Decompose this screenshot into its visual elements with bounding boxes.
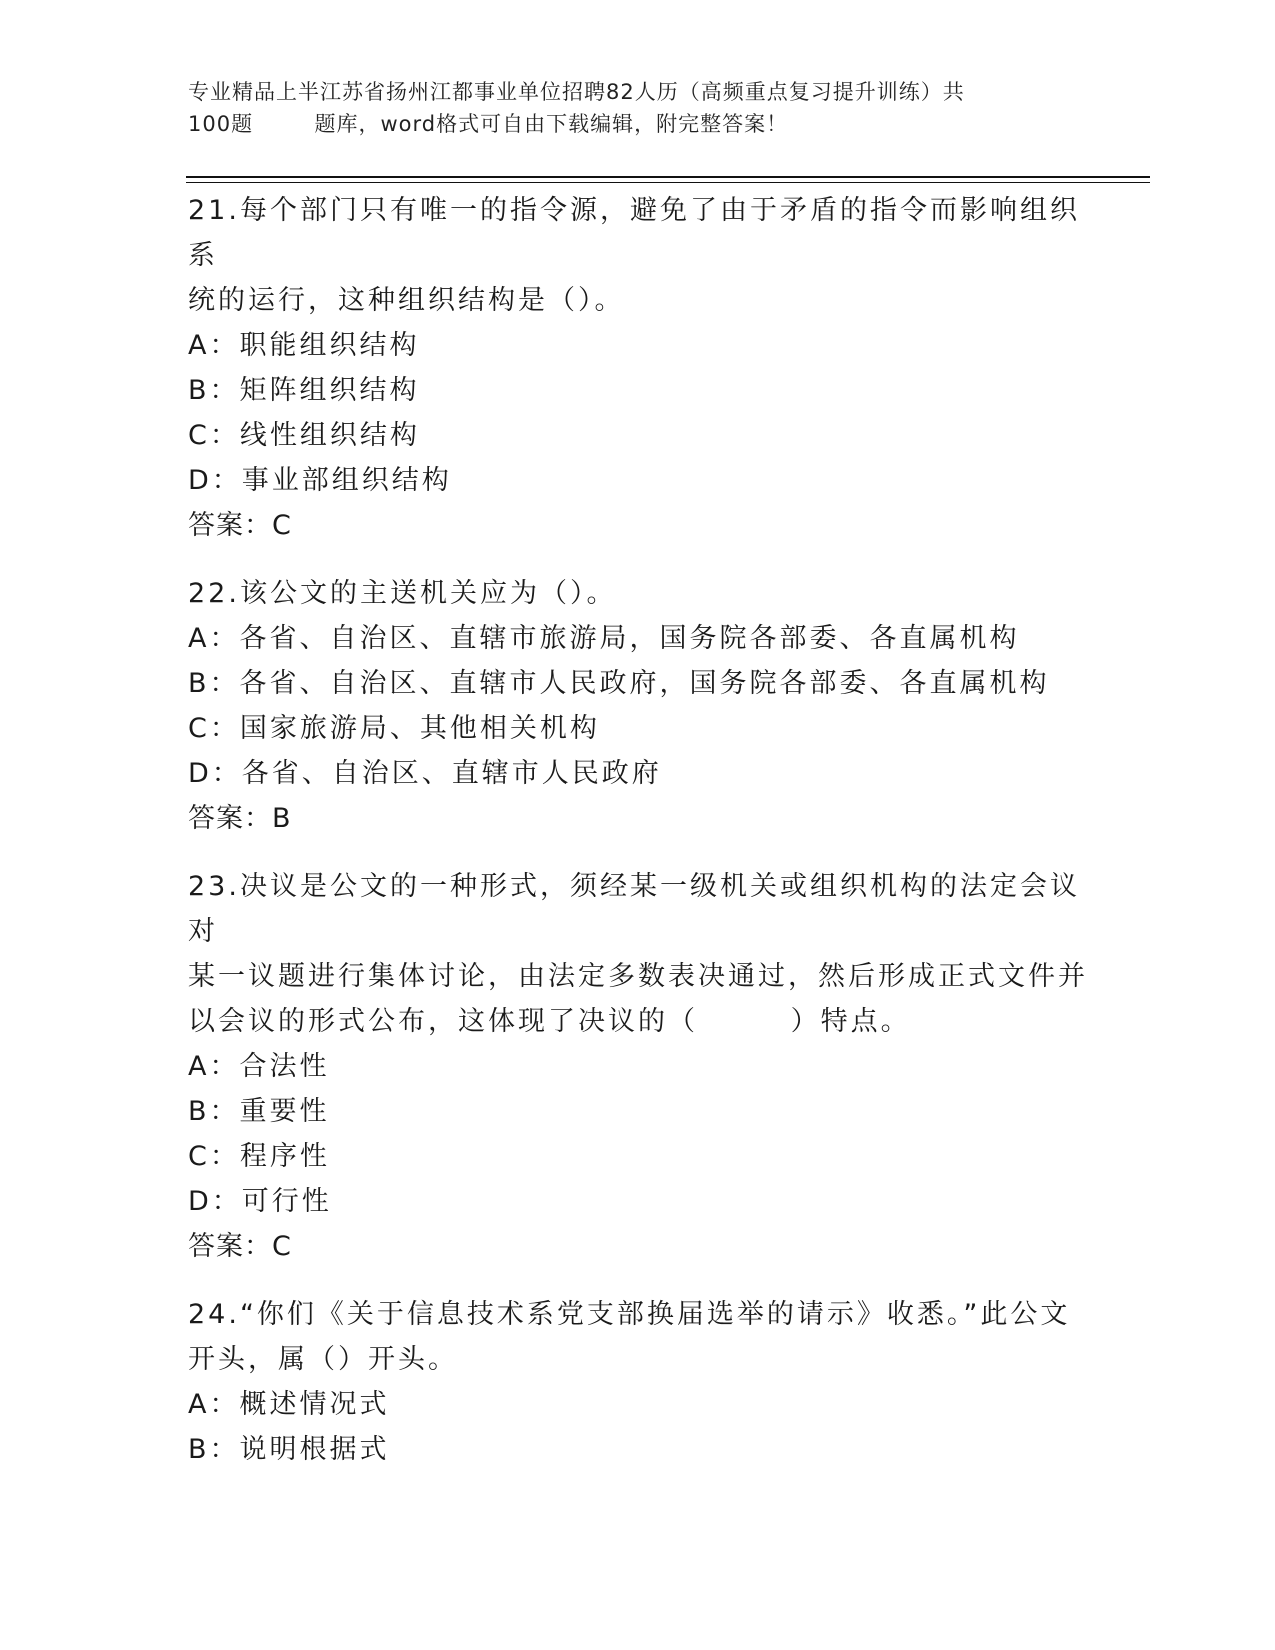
option-d: D：可行性 <box>188 1186 332 1217</box>
answer-line: 答案：B <box>188 803 292 834</box>
option-c: C：线性组织结构 <box>188 420 420 451</box>
header-divider-thin <box>186 182 1150 183</box>
question-list <box>188 188 1088 1495</box>
document-header <box>188 76 1068 140</box>
answer-line: 答案：C <box>188 1231 292 1262</box>
option-a: A：合法性 <box>188 1051 330 1082</box>
header-divider-thick <box>186 176 1150 178</box>
option-d: D：事业部组织结构 <box>188 465 452 496</box>
option-c: C：国家旅游局、其他相关机构 <box>188 713 600 744</box>
option-c: C：程序性 <box>188 1141 330 1172</box>
question-stem-line: 21.每个部门只有唯一的指令源，避免了由于矛盾的指令而影响组织系 <box>188 195 1080 271</box>
question-stem-line: 24.“你们《关于信息技术系党支部换届选举的请示》收悉。”此公文 <box>188 1299 1071 1330</box>
option-b: B：重要性 <box>188 1096 330 1127</box>
question-stem-line: 以会议的形式公布，这体现了决议的（ ）特点。 <box>188 1006 911 1037</box>
question-stem-line: 统的运行，这种组织结构是（）。 <box>188 285 625 316</box>
option-a: A：概述情况式 <box>188 1389 390 1420</box>
option-b: B：说明根据式 <box>188 1434 390 1465</box>
option-a: A：职能组织结构 <box>188 330 420 361</box>
question-stem-line: 23.决议是公文的一种形式，须经某一级机关或组织机构的法定会议对 <box>188 871 1080 947</box>
question-stem-line: 22.该公文的主送机关应为（）。 <box>188 578 617 609</box>
header-title-line-1: 专业精品上半江苏省扬州江都事业单位招聘82人历（高频重点复习提升训练）共 <box>188 80 965 104</box>
header-title-line-2: 100题 题库，word格式可自由下载编辑，附完整答案！ <box>188 112 789 136</box>
question-stem-line: 开头，属（）开头。 <box>188 1344 458 1375</box>
question-stem-line: 某一议题进行集体讨论，由法定多数表决通过，然后形成正式文件并 <box>188 961 1088 992</box>
question-24 <box>188 1292 1088 1472</box>
question-22 <box>188 571 1088 841</box>
question-23 <box>188 864 1088 1269</box>
option-b: B：矩阵组织结构 <box>188 375 420 406</box>
question-21 <box>188 188 1088 548</box>
answer-line: 答案：C <box>188 510 292 541</box>
option-a: A：各省、自治区、直辖市旅游局，国务院各部委、各直属机构 <box>188 623 1020 654</box>
option-d: D：各省、自治区、直辖市人民政府 <box>188 758 662 789</box>
option-b: B：各省、自治区、直辖市人民政府，国务院各部委、各直属机构 <box>188 668 1050 699</box>
